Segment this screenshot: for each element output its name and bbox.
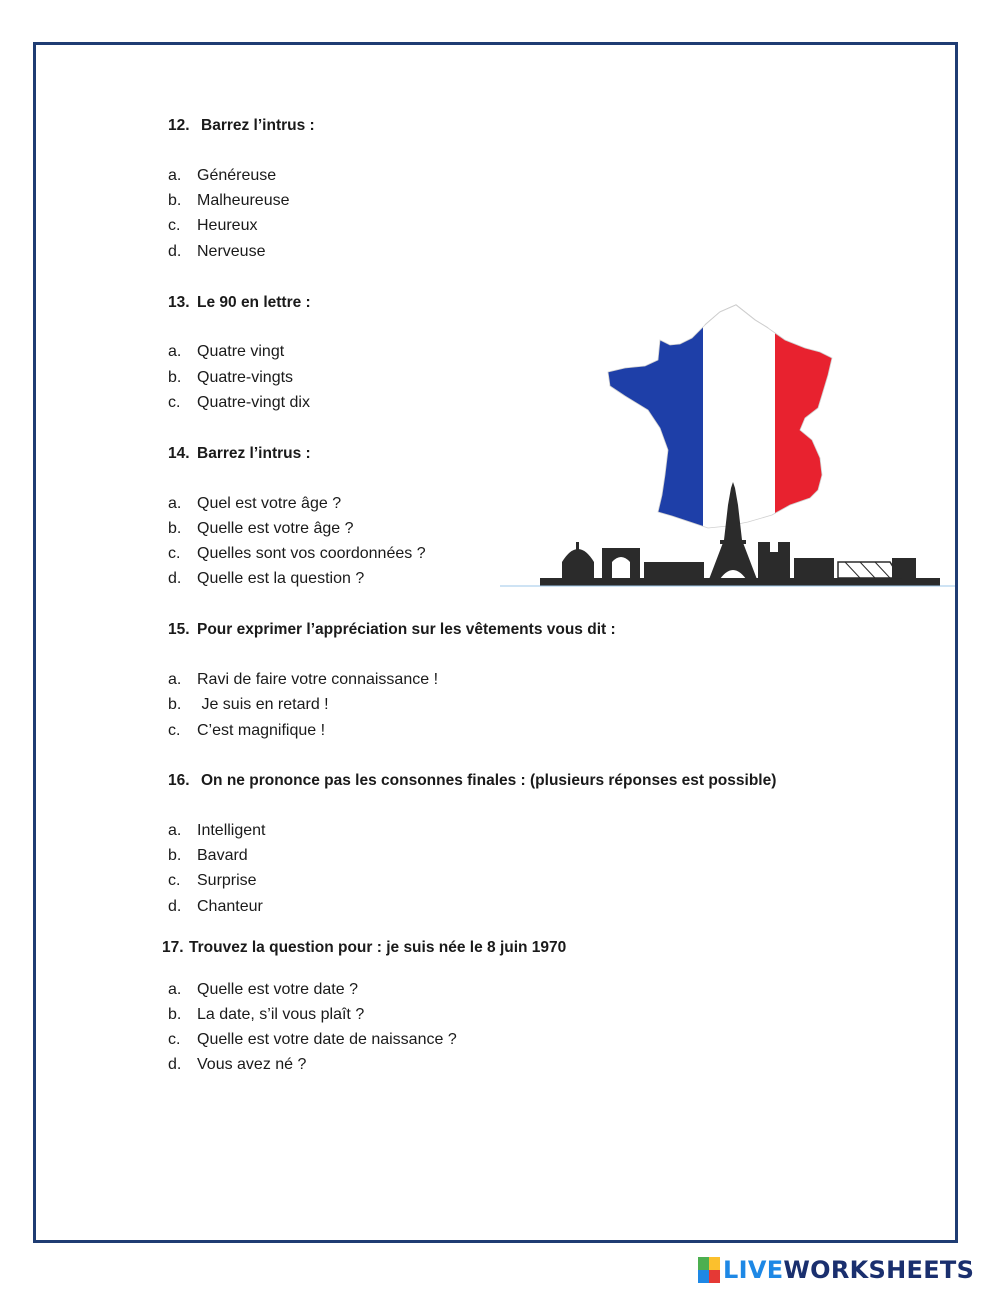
flag-red-band [775, 300, 855, 540]
question-12-option-b: b. Malheureuse [168, 192, 290, 209]
question-13-option-b: b. Quatre-vingts [168, 369, 294, 386]
question-15-option-b: b. Je suis en retard ! [168, 696, 329, 713]
question-13-title: 13. Le 90 en lettre : [168, 294, 311, 311]
question-12-title: 12. Barrez l’intrus : [168, 117, 315, 134]
question-15-title: 15. Pour exprimer l’appréciation sur les vêtements vous dit : [168, 621, 616, 638]
question-12-option-c: c. Heureux [168, 217, 258, 234]
question-17-option-d: d. Vous avez né ? [168, 1056, 307, 1073]
question-14-option-b: b. Quelle est votre âge ? [168, 520, 354, 537]
question-17-option-a: a. Quelle est votre date ? [168, 981, 358, 998]
question-17-title: 17. Trouvez la question pour : je suis née le 8 juin 1970 [162, 939, 567, 956]
question-17-option-b: b. La date, s’il vous plaît ? [168, 1006, 365, 1023]
question-14-option-a: a. Quel est votre âge ? [168, 495, 342, 512]
question-15-option-c: c. C’est magnifique ! [168, 722, 326, 739]
flag-white-band [703, 300, 775, 540]
liveworksheets-wordmark: LIVEWORKSHEETS [723, 1256, 975, 1284]
question-16-option-d: d. Chanteur [168, 898, 263, 915]
question-12-option-d: d. Nerveuse [168, 243, 266, 260]
liveworksheets-logo [698, 1255, 974, 1285]
question-12-option-a: a. Généreuse [168, 167, 277, 184]
question-13-option-a: a. Quatre vingt [168, 343, 285, 360]
question-16-option-c: c. Surprise [168, 872, 257, 889]
question-16-option-b: b. Bavard [168, 847, 248, 864]
question-14-option-c: c. Quelles sont vos coordonnées ? [168, 545, 426, 562]
france-flag-map-icon [500, 300, 955, 590]
question-15-option-a: a. Ravi de faire votre connaissance ! [168, 671, 439, 688]
liveworksheets-logo-icon [698, 1257, 720, 1283]
question-14-option-d: d. Quelle est la question ? [168, 570, 365, 587]
question-14-title: 14. Barrez l’intrus : [168, 445, 311, 462]
question-13-option-c: c. Quatre-vingt dix [168, 394, 310, 411]
question-17-option-c: c. Quelle est votre date de naissance ? [168, 1031, 457, 1048]
question-16-option-a: a. Intelligent [168, 822, 266, 839]
question-16-title: 16. On ne prononce pas les consonnes finales : (plusieurs réponses est possible) [168, 772, 777, 789]
flag-blue-band [600, 300, 703, 540]
